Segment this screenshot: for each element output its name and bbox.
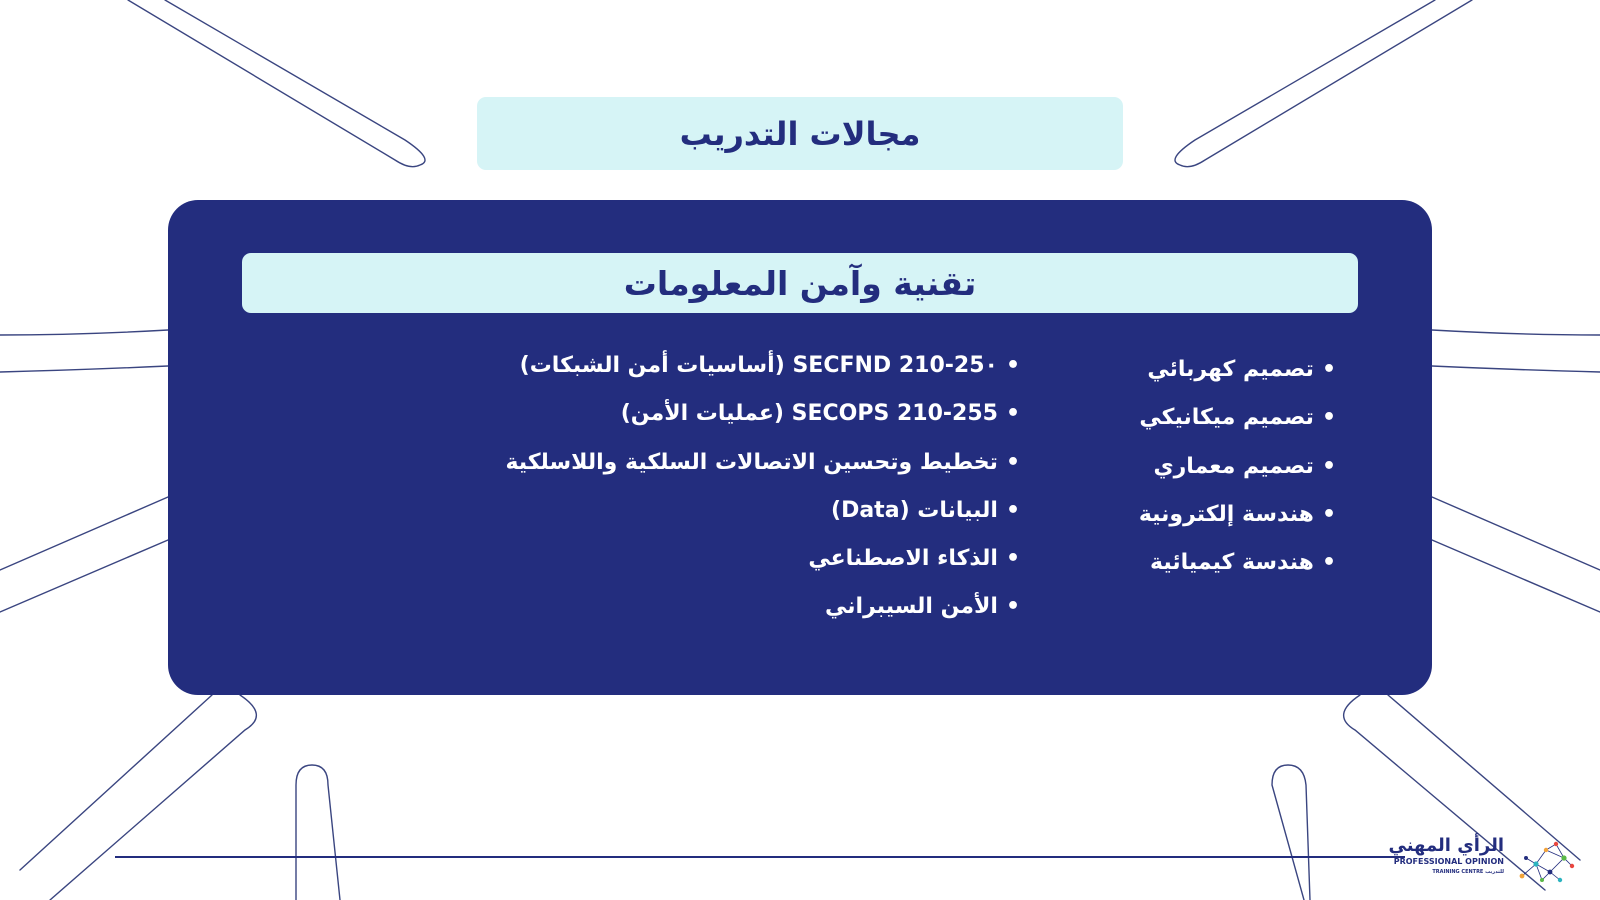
bullet-icon: • (1321, 405, 1336, 431)
list-item: •هندسة إلكترونية (1138, 501, 1336, 527)
page-title-banner (477, 97, 1123, 170)
bullet-icon: • (1005, 401, 1020, 427)
list-item: •تصميم كهربائي (1147, 357, 1336, 382)
list-item: •الذكاء الاصطناعي (808, 546, 1020, 572)
content-panel (168, 200, 1432, 695)
list-item: •هندسة كيميائية (1150, 550, 1336, 576)
bullet-icon: • (1005, 449, 1020, 475)
bullet-icon: • (1005, 353, 1020, 378)
list-item: •الأمن السيبراني (825, 594, 1020, 620)
footer-divider (115, 856, 1405, 858)
company-logo (1388, 835, 1576, 886)
list-item: •البيانات (Data) (831, 497, 1020, 523)
bullet-icon: • (1005, 594, 1020, 620)
bullet-icon: • (1321, 550, 1336, 576)
bullet-icon: • (1005, 497, 1020, 523)
list-item: •SECFND 210-25٠ (أساسيات أمن الشبكات) (519, 353, 1020, 378)
list-item: •تصميم معماري (1153, 453, 1336, 479)
list-item: •SECOPS 210-255 (عمليات الأمن) (620, 401, 1020, 427)
section-title: تقنية وآمن المعلومات (623, 263, 977, 303)
logo-english-text: PROFESSIONAL OPINION (1393, 857, 1504, 866)
network-nodes-icon (1516, 836, 1576, 886)
page-title: مجالات التدريب (679, 114, 921, 153)
right-bullet-list (1139, 346, 1336, 587)
bullet-icon: • (1321, 357, 1336, 382)
list-item: •تصميم ميكانيكي (1139, 405, 1336, 431)
bullet-icon: • (1005, 546, 1020, 572)
logo-subtitle: TRAINING CENTRE للتدريب (1432, 869, 1504, 875)
left-bullet-list (505, 342, 1020, 632)
bullet-icon: • (1321, 501, 1336, 527)
section-title-banner (242, 253, 1358, 313)
bullet-icon: • (1321, 453, 1336, 479)
logo-arabic-text: الرأي المهني (1388, 835, 1504, 856)
list-item: •تخطيط وتحسين الاتصالات السلكية واللاسلكية (505, 449, 1020, 475)
